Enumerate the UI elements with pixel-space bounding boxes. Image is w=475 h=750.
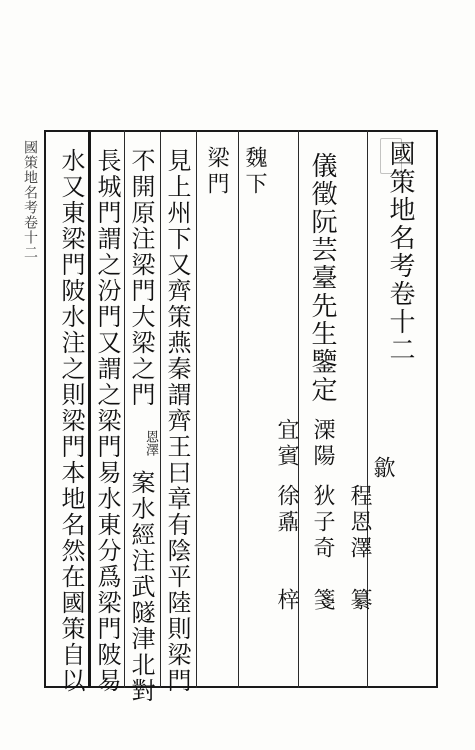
reviewer-credit: 儀徵阮芸臺先生鑒定 <box>307 152 337 404</box>
printer-place: 宜賓 <box>274 418 299 470</box>
body-line-4: 水又東梁門陂水注之則梁門本地名然在國策自以 <box>57 148 85 694</box>
entry-heading: 梁門 <box>204 146 229 198</box>
column-rule <box>196 130 197 688</box>
annotator-name: 狄子奇 <box>310 484 335 562</box>
body-line-2-part-b: 案水經注武隧津北對 <box>127 470 155 704</box>
compiler-name: 程恩澤 <box>347 484 372 562</box>
body-line-1: 見上州下又齊策燕秦謂齊王曰章有陰平陸則梁門 <box>163 148 191 694</box>
body-line-2-part-a: 不開原注梁門大梁之門 <box>127 148 155 408</box>
margin-fold-label: 國策地名考卷十二 <box>22 140 38 260</box>
column-rule <box>124 130 125 688</box>
column-rule <box>238 130 239 688</box>
center-fold-line <box>88 130 91 688</box>
body-line-3: 長城門謂之汾門又謂之梁門易水東分爲梁門陂易 <box>93 148 121 694</box>
book-title: 國策地名考卷十二 <box>385 140 415 364</box>
compiler-place: 歙 <box>370 456 395 482</box>
column-rule <box>160 130 161 688</box>
annotator-role: 箋 <box>310 588 335 614</box>
annotator-place: 溧陽 <box>310 418 335 470</box>
printer-role: 梓 <box>274 588 299 614</box>
body-line-2-note: 恩澤 <box>143 430 158 456</box>
printer-name: 徐鼒 <box>274 484 299 536</box>
compiler-role: 纂 <box>347 588 372 614</box>
section-heading: 魏下 <box>242 146 267 198</box>
